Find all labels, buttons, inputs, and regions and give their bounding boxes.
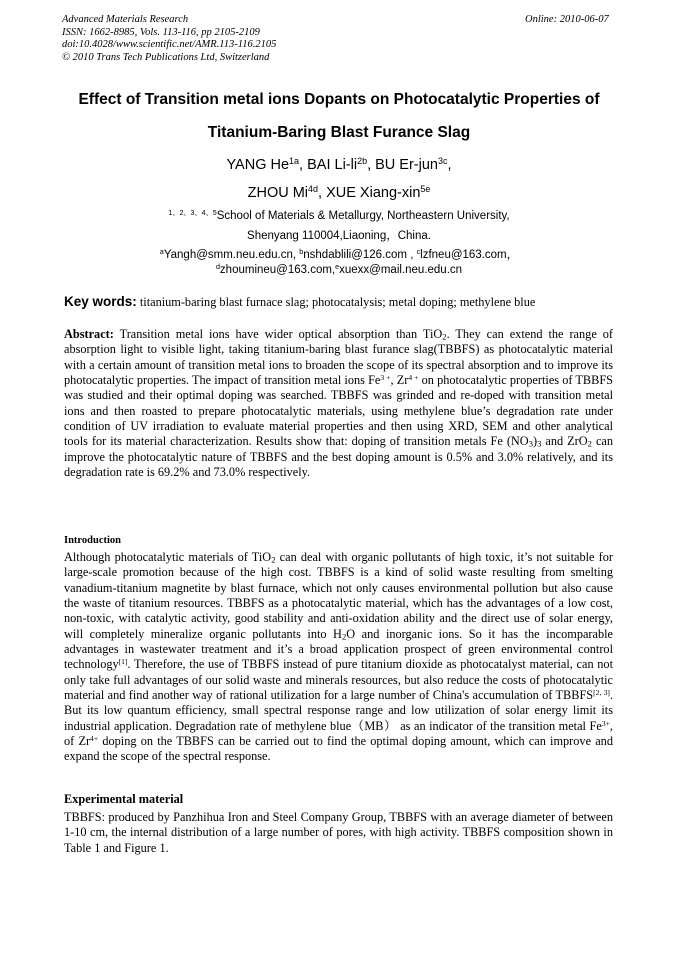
email-link[interactable]: Yangh@smm.neu.edu.cn, [163, 249, 300, 261]
author-name: YANG He [226, 157, 290, 173]
author-mark: 4d [308, 184, 319, 195]
paper-title-line-1: Effect of Transition metal ions Dopants on Photocatalytic Properties of [78, 91, 600, 108]
affiliation-line-2: Shenyang 110004,Liaoning，China. [247, 230, 431, 242]
abstract-text: and ZrO [541, 434, 588, 449]
superscript: 3+ [601, 718, 610, 728]
section-heading-introduction: Introduction [64, 535, 121, 546]
author-list-line-2 [40, 185, 638, 201]
email-link[interactable]: xuexx@mail.neu.edu.cn [339, 264, 463, 276]
affiliation-text: School of Materials & Metallurgy, Northeastern University, [216, 210, 510, 222]
superscript: 4 + [408, 372, 419, 382]
author-name: ZHOU Mi [247, 185, 309, 201]
subscript: 2 [442, 331, 447, 342]
email-link[interactable]: lzfneu@163.com， [420, 249, 519, 261]
abstract-text: can improve the photocatalytic nature of TBBFS and the best doping amount is 0.5% and 3.0% relatively, and its degradation rate is 69.2% and 73.0% respectively. [64, 434, 614, 480]
email-mark: c [416, 248, 421, 257]
subscript: 3 [537, 439, 542, 450]
email-mark: d [215, 263, 220, 272]
abstract-text: ) [533, 434, 538, 449]
body-text: . But its low quantum efficiency, small spectral response range and low utilization of solar energy limit its industrial application. Degradation rate of methylene blue（MB） as an indicator of the transition metal Fe [64, 688, 613, 733]
author-list-line-1 [40, 157, 638, 173]
abstract [64, 327, 613, 480]
affiliation-marks: 1、2、3、4、5 [168, 209, 217, 218]
abstract-text: , Zr [390, 373, 409, 388]
subscript: 2 [271, 554, 276, 565]
author-mark: 1a [289, 156, 300, 167]
author-separator: , [299, 157, 308, 173]
author-name: XUE Xiang-xin [326, 185, 421, 201]
abstract-text: Transition metal ions have wider optical absorption than TiO [113, 327, 443, 341]
author-separator: , [318, 185, 327, 201]
author-name: BAI Li-li [307, 157, 358, 173]
subscript: 2 [341, 631, 347, 642]
body-text: O and inorganic ions. So it has the incomparable advantages in wastewater treatment and it’s a broad application prospect of green environmental control technology [64, 626, 614, 672]
subscript: 2 [587, 439, 592, 450]
journal-copyright: © 2010 Trans Tech Publications Ltd, Switzerland [62, 51, 270, 63]
journal-issn: ISSN: 1662-8985, Vols. 113-116, pp 2105-2109 [62, 26, 260, 38]
section-heading-experimental-material: Experimental material [64, 792, 184, 806]
author-separator: , [367, 157, 376, 173]
author-name: BU Er-jun [375, 157, 438, 173]
journal-name: Advanced Materials Research [62, 14, 189, 25]
abstract-text: . They can extend the range of absorption light to visible light, taking titanium-baring blast furance slag(TBBFS) as photocatalytic material with a certain amount of transition metal ions to broaden the scope of its spectral absorption and to improve its photocatalytic properties. The impact of transition metal ions Fe [64, 327, 613, 388]
author-mark: 3c [438, 156, 448, 167]
email-mark: e [335, 263, 340, 272]
journal-doi: doi:10.4028/www.scientific.net/AMR.113-116.2105 [62, 39, 277, 51]
abstract-text: on photocatalytic properties of TBBFS was studied and their optimal doping was searched. TBBFS was grinded and re-doped with transition metal ions and then roasted to prepare photocatalytic materials, using methylene blue’s degradation rate under condition of UV irradiation to evaluate material properties and then using XRD, SEM and other analytical tools for its material characterization. Results show that: doping of transition metals Fe (NO [64, 373, 614, 449]
journal-header [62, 14, 276, 64]
email-line-1 [40, 246, 638, 262]
online-date: Online: 2010-06-07 [525, 14, 609, 25]
keywords-text: titanium-baring blast furnace slag; photocatalysis; metal doping; methylene blue [136, 295, 536, 309]
citation-mark: [2, 3] [593, 687, 610, 697]
introduction-body [64, 550, 613, 765]
body-text: , of Zr [64, 718, 613, 749]
email-link[interactable]: zhoumineu@163.com, [219, 264, 336, 276]
superscript: 4+ [90, 733, 99, 743]
paper-title-line-2: Titanium-Baring Blast Furance Slag [207, 124, 471, 141]
email-mark: a [159, 248, 164, 257]
email-line-2 [40, 264, 638, 276]
keywords-label: Key words: [64, 294, 137, 309]
subscript: 3 [528, 439, 533, 450]
author-mark: 5e [420, 184, 431, 195]
affiliation-line-1 [40, 210, 638, 222]
abstract-label: Abstract: [64, 327, 114, 341]
author-separator: , [447, 157, 452, 173]
body-text: doping on the TBBFS can be carried out to find the optimal doping amount, which can improve and expand the scope of the spectral response. [64, 734, 613, 764]
superscript: 3 + [380, 372, 391, 382]
email-mark: b [299, 248, 304, 257]
experimental-body: TBBFS: produced by Panzhihua Iron and Steel Company Group, TBBFS with an average diameter of between 1-10 cm, the internal distribution of a large number of pores, with high activity. TBBFS composition shown in Table 1 and Figure 1. [64, 810, 613, 855]
keywords [64, 294, 624, 310]
body-text: Although photocatalytic materials of TiO [64, 550, 272, 564]
email-link[interactable]: nshdablili@126.com , [303, 249, 417, 261]
body-text: can deal with organic pollutants of high toxic, it’s not suitable for large-scale promotion because of the high cost. TBBFS is a kind of solid waste resulting from smelting vanadium-titanium magnetite by blast furnace, which not only causes environmental pollution but also cause the waste of titanium resources. TBBFS as a photocatalytic material, which has the advantages of a low cost, non-toxic, with catalytic activity, good stability and anti-oxidation ability and the direct use of solar energy, will completely mineralize organic pollutants into H [64, 550, 613, 641]
body-text: . Therefore, the use of TBBFS instead of pure titanium dioxide as photocatalyst material, can not only take full advantages of our solid waste and minerals resources, but also reduce the costs of photocatalytic material and find another way of rational utilization for a large number of China's accumulation of TBBFS [64, 657, 613, 703]
citation-mark: [1] [118, 657, 128, 667]
author-mark: 2b [357, 156, 368, 167]
